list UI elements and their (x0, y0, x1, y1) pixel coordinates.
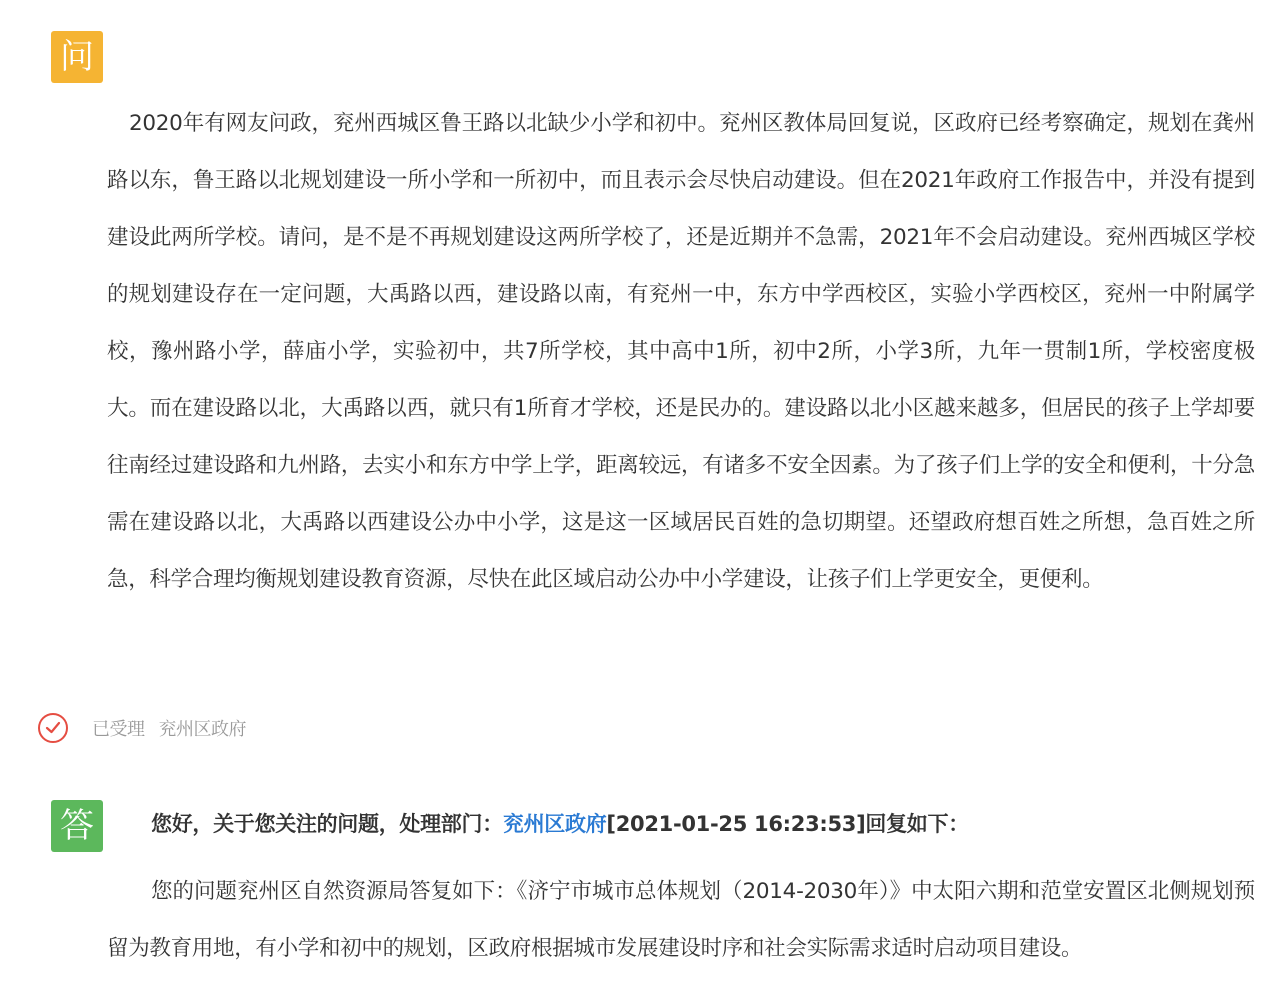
answer-body: 您的问题兖州区自然资源局答复如下：《济宁市城市总体规划（2014-2030年）》中太阳六期和范堂安置区北侧规划预留为教育用地，有小学和初中的规划，区政府根据城市发展建设时序和社会实际需求适时启动项目建设。 (107, 879, 1255, 961)
answer-badge: 答 (51, 800, 103, 852)
answer-header-suffix: [2021-01-25 16:23:53]回复如下： (606, 812, 969, 836)
question-text: 2020年有网友问政，兖州西城区鲁王路以北缺少小学和初中。兖州区教体局回复说，区政府已经考察确定，规划在龚州路以东，鲁王路以北规划建设一所小学和一所初中，而且表示会尽快启动建设。但在2021年政府工作报告中，并没有提到建设此两所学校。请问，是不是不再规划建设这两所学校了，还是近期并不急需，2021年不会启动建设。兖州西城区学校的规划建设存在一定问题，大禹路以西，建设路以南，有兖州一中，东方中学西校区，实验小学西校区，兖州一中附属学校，豫州路小学，薛庙小学，实验初中，共7所学校，其中高中1所，初中2所，小学3所，九年一贯制1所，学校密度极大。而在建设路以北，大禹路以西，就只有1所育才学校，还是民办的。建设路以北小区越来越多，但居民的孩子上学却要往南经过建设路和九州路，去实小和东方中学上学，距离较远，有诸多不安全因素。为了孩子们上学的安全和便利，十分急需在建设路以北，大禹路以西建设公办中小学，这是这一区域居民百姓的急切期望。还望政府想百姓之所想，急百姓之所急，科学合理均衡规划建设教育资源，尽快在此区域启动公办中小学建设，让孩子们上学更安全，更便利。 (107, 111, 1255, 592)
check-circle-icon (38, 713, 68, 743)
question-badge: 问 (51, 31, 103, 83)
answer-header-prefix: 您好，关于您关注的问题，处理部门： (151, 812, 503, 836)
status-department: 兖州区政府 (158, 719, 246, 740)
answer-header (151, 808, 969, 838)
status-row (38, 710, 246, 746)
department-link[interactable]: 兖州区政府 (502, 812, 607, 836)
status-label: 已受理 (92, 719, 145, 740)
